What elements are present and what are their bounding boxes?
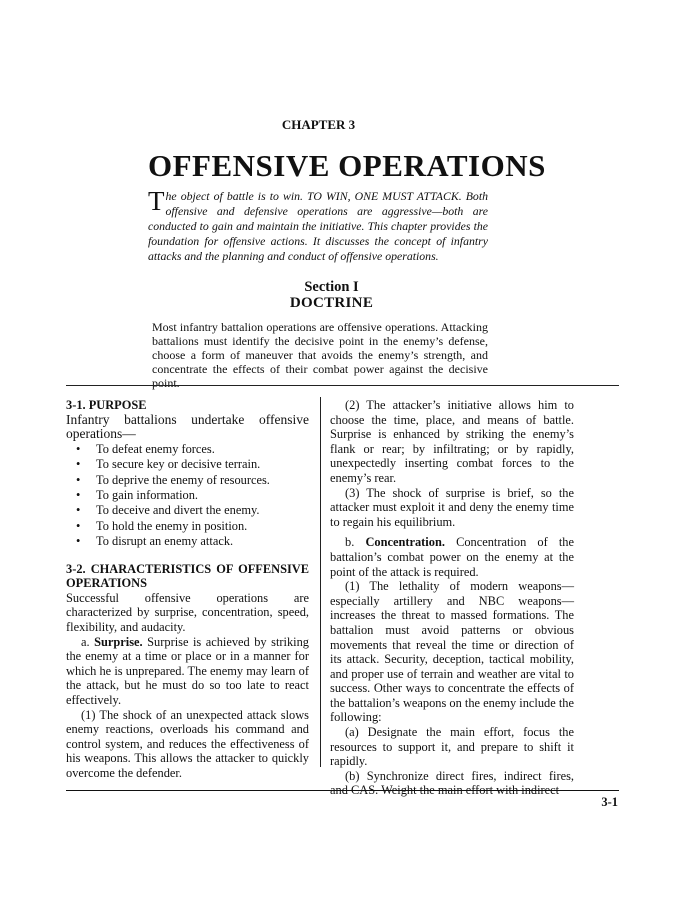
list-item: • To defeat enemy forces. bbox=[76, 442, 309, 457]
concentration-label: Concentration. bbox=[365, 535, 445, 550]
bottom-rule bbox=[66, 790, 619, 791]
list-item: • To deprive the enemy of resources. bbox=[76, 473, 309, 488]
surprise-text: Surprise is achieved by striking the enemy at a time or place or in a manner for which he is unprepared. The enemy may learn of the attack, but he must do so too late to react effectively. bbox=[66, 634, 309, 707]
list-item: • To deceive and divert the enemy. bbox=[76, 503, 309, 518]
concentration-text: Concentration of the battalion’s combat power on the enemy at the point of the attack is required. bbox=[330, 535, 574, 579]
section-intro: Most infantry battalion operations are offensive operations. Attacking battalions must identify the decisive point in the enemy’s defense, choose a form of maneuver that avoids the enemy’s strength, and concentrate the effects of their combat power against the decisive point. bbox=[152, 320, 488, 390]
concentration-prefix: b. bbox=[345, 535, 366, 550]
surprise-subparagraph-1: (1) The shock of an unexpected attack slows enemy reactions, overloads his command and control system, and reduces the effectiveness of his weapons. This allows the attacker to quickly overcome the defender. bbox=[66, 707, 309, 780]
top-rule bbox=[66, 385, 619, 386]
section-number: Section I bbox=[304, 279, 359, 295]
spacer bbox=[66, 554, 309, 562]
chapter-title: OFFENSIVE OPERATIONS bbox=[148, 148, 546, 183]
column-divider bbox=[320, 397, 321, 767]
chapter-intro-text: he object of battle is to win. TO WIN, ONE MUST ATTACK. Both offensive and defensive operations are aggressive—both are conducted to gain and maintain the initiative. This chapter provides the foundation for offensive actions. It discusses the concept of infantry attacks and the planning and conduct of offensive operations. bbox=[148, 189, 488, 263]
characteristics-text: Successful offensive operations are characterized by surprise, concentration, speed, flexibility, and audacity. bbox=[66, 590, 309, 634]
surprise-prefix: a. bbox=[81, 634, 95, 649]
chapter-intro bbox=[148, 186, 488, 264]
concentration-item-b: (b) Synchronize direct fires, indirect fires, and CAS. Weight the main effort with indirect bbox=[330, 768, 574, 798]
surprise-subparagraph-2: (2) The attacker’s initiative allows him to choose the time, place, and means of battle. Surprise is enhanced by striking the enemy’s flank or rear; by infiltrating; or by rapidly, unexpectedly inserting combat forces to the enemy’s rear. bbox=[330, 398, 574, 485]
characteristics-heading: 3-2. CHARACTERISTICS OF OFFENSIVE OPERATIONS bbox=[66, 561, 309, 591]
concentration-item-a: (a) Designate the main effort, focus the resources to support it, and prepare to shift it rapidly. bbox=[330, 725, 574, 769]
section-name: DOCTRINE bbox=[289, 295, 374, 311]
purpose-lead: Infantry battalions undertake offensive operations— bbox=[66, 411, 309, 442]
surprise-subparagraph-3: (3) The shock of surprise is brief, so the attacker must exploit it and deny the enemy time to regain his equilibrium. bbox=[330, 485, 574, 529]
list-item: • To secure key or decisive terrain. bbox=[76, 457, 309, 472]
list-item: • To disrupt an enemy attack. bbox=[76, 534, 309, 549]
purpose-list bbox=[76, 442, 309, 550]
drop-cap: T bbox=[148, 186, 165, 216]
section-heading bbox=[0, 279, 674, 312]
left-column bbox=[66, 398, 309, 781]
chapter-label: CHAPTER 3 bbox=[281, 117, 356, 132]
concentration-paragraph bbox=[330, 535, 574, 579]
list-item: • To gain information. bbox=[76, 488, 309, 503]
page-number: 3-1 bbox=[601, 795, 618, 809]
surprise-paragraph bbox=[66, 635, 309, 708]
purpose-heading: 3-1. PURPOSE bbox=[66, 398, 147, 412]
list-item: • To hold the enemy in position. bbox=[76, 519, 309, 534]
surprise-label: Surprise. bbox=[94, 634, 143, 649]
concentration-subparagraph-1: (1) The lethality of modern weapons—especially artillery and NBC weapons—increases the threat to massed formations. The battalion must avoid patterns or obvious movements that reveal the time or direction of its attack. Security, deception, tactical mobility, and proper use of terrain and weather are vital to success. Other ways to concentrate the effects of the battalion’s weapons on the enemy include the following: bbox=[330, 579, 574, 725]
right-column bbox=[330, 398, 574, 798]
